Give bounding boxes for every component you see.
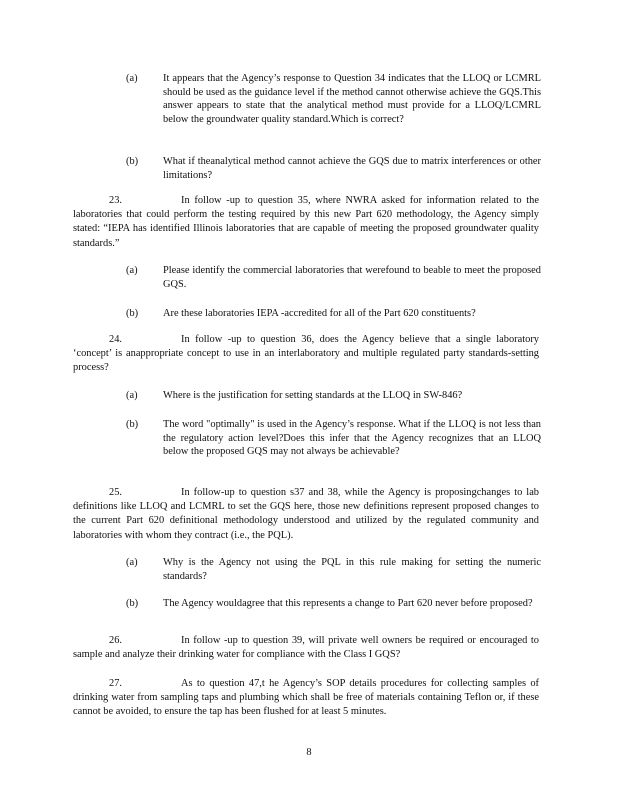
item-text: Please identify the commercial laboratories that werefound to beable to meet the proposed GQS. [163, 265, 541, 290]
item-label: (a) [126, 265, 138, 276]
paragraph-number: 26. [109, 635, 122, 646]
item-text: Where is the justification for setting standards at the LLOQ in SW-846? [163, 390, 463, 401]
item-text: Are these laboratories IEPA -accredited for all of the Part 620 constituents? [163, 308, 476, 319]
item-text: The Agency wouldagree that this represents a change to Part 620 never before proposed? [163, 598, 533, 609]
question-25 [73, 486, 539, 543]
paragraph-number: 23. [109, 195, 122, 206]
item-label: (a) [126, 557, 138, 568]
item-label: (a) [126, 390, 138, 401]
paragraph-text: In follow -up to question 39, will private well owners be required or encouraged to sample and analyze their drinking water for compliance with the Class I GQS? [73, 635, 539, 661]
paragraph-text: In follow-up to question s37 and 38, while the Agency is proposingchanges to lab definitions like LLOQ and LCMRL to set the GQS here, those new definitions represent proposed changes to the current Part 620 definitional methodology understood and utilized by the regulated community and laboratories with whom they contract (i.e., the PQL). [73, 487, 539, 541]
question-26 [73, 634, 539, 662]
paragraph-number: 24. [109, 334, 122, 345]
paragraph-number: 27. [109, 678, 122, 689]
paragraph-text: In follow -up to question 35, where NWRA asked for information related to the laboratories that could perform the testing required by this new Part 620 methodology, the Agency simply stated: “IEPA has identified Illinois laboratories that are capable of meeting the proposed groundwater quality standards.” [73, 195, 539, 249]
paragraph-text: In follow -up to question 36, does the Agency believe that a single laboratory ‘concept’ is anappropriate concept to use in an interlaboratory and multiple regulated party standards-setting process? [73, 334, 539, 374]
item-label: (b) [126, 156, 139, 167]
question-27 [73, 677, 539, 720]
question-24 [73, 333, 539, 376]
page-number: 8 [306, 747, 312, 758]
item-text: The word "optimally" is used in the Agency’s response. What if the LLOQ is not less than the regulatory action level?Does this infer that the Agency recognizes that an LLOQ below the proposed GQS may not always be achievable? [163, 419, 541, 458]
item-label: (b) [126, 419, 139, 430]
item-label: (b) [126, 598, 139, 609]
paragraph-text: As to question 47,t he Agency’s SOP details procedures for collecting samples of drinking water from sampling taps and plumbing which shall be free of materials containing Teflon or, if these cannot be avoided, to ensure the tap has been flushed for at least 5 minutes. [73, 678, 539, 718]
item-text: Why is the Agency not using the PQL in this rule making for setting the numeric standards? [163, 557, 541, 582]
item-text: It appears that the Agency’s response to Question 34 indicates that the LLOQ or LCMRL should be used as the guidance level if the method cannot otherwise achieve the GQS.This answer appears to state that the analytical method must provide for a LLOQ/LCMRL below the groundwater quality standard.Which is correct? [163, 73, 541, 125]
item-label: (a) [126, 73, 138, 84]
item-text: What if theanalytical method cannot achieve the GQS due to matrix interferences or other limitations? [163, 156, 541, 181]
question-23 [73, 194, 539, 251]
paragraph-number: 25. [109, 487, 122, 498]
item-label: (b) [126, 308, 139, 319]
